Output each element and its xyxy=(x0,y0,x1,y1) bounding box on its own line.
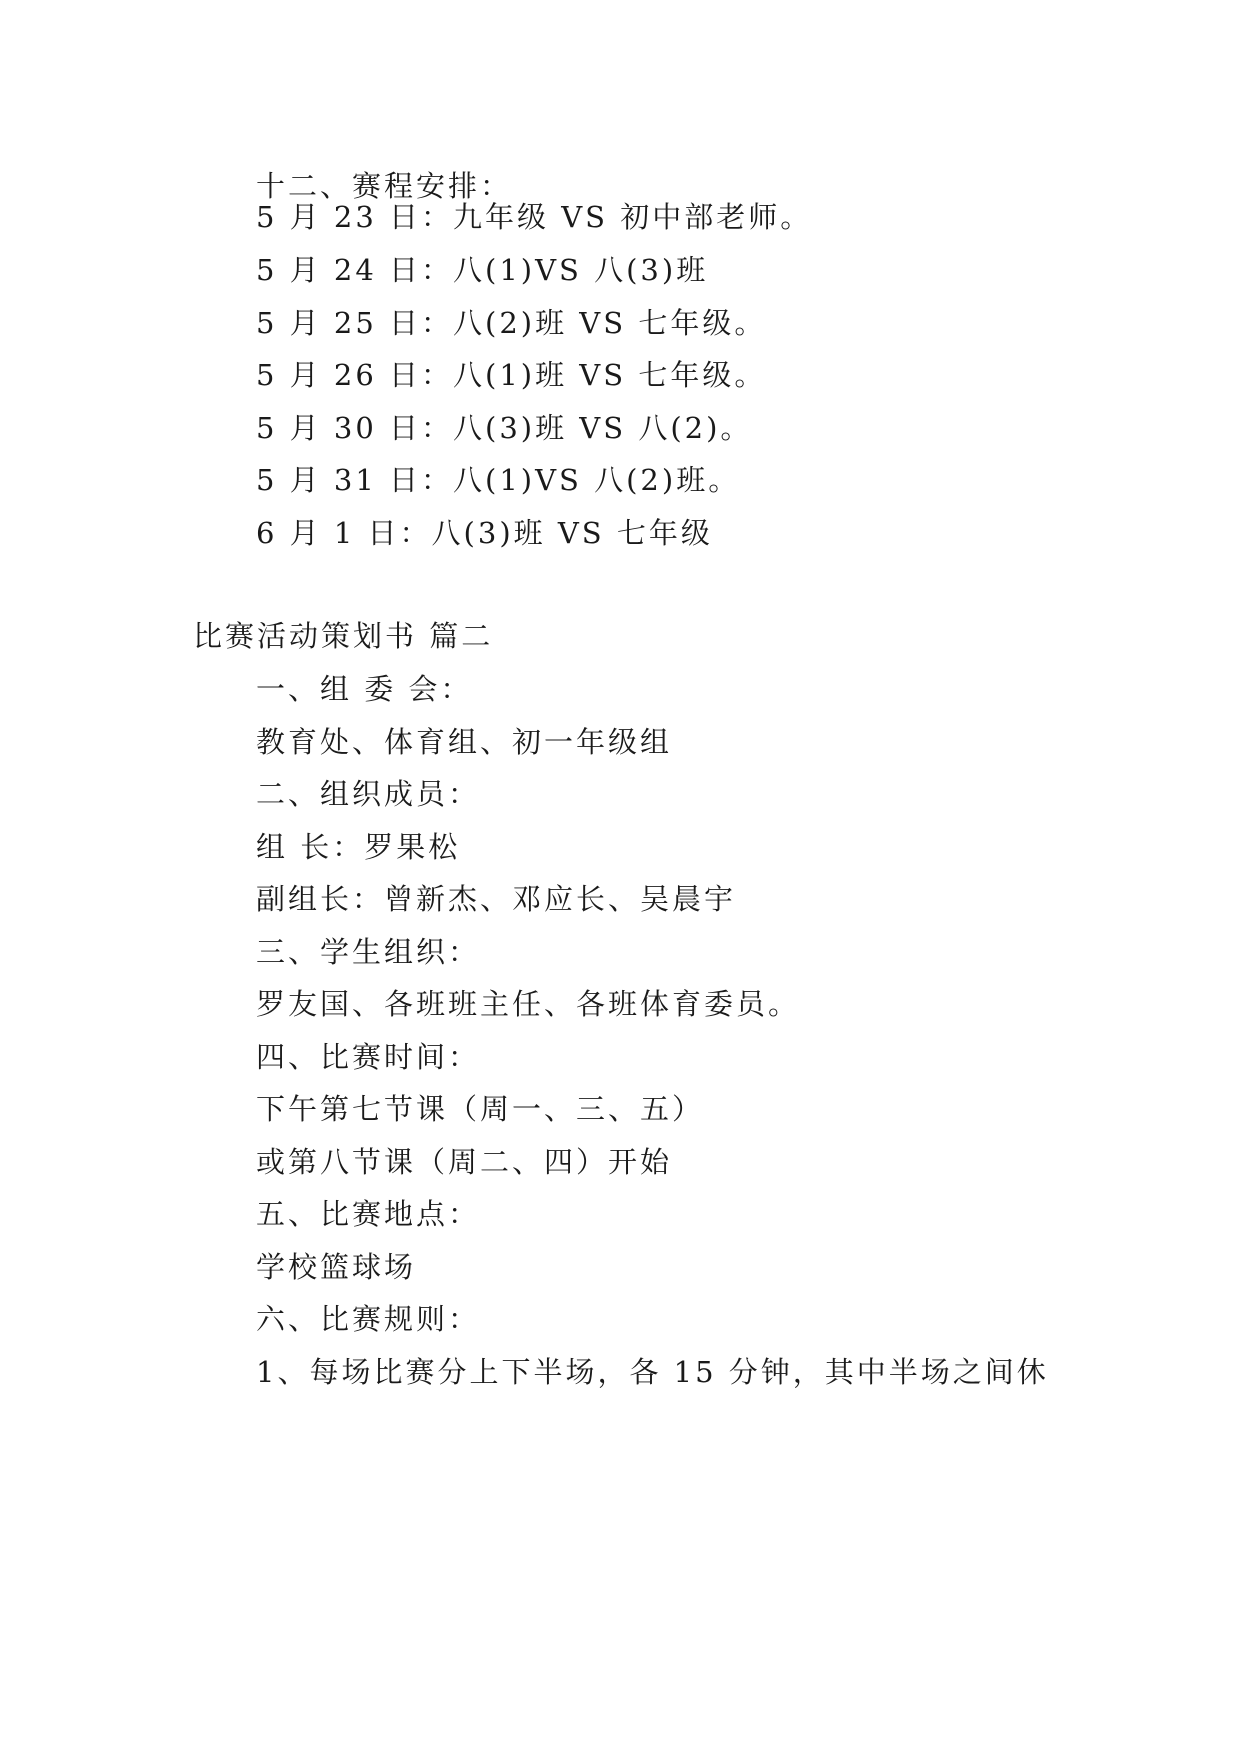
section-heading-schedule: 十二、赛程安排： xyxy=(256,169,513,203)
text-line: 下午第七节课（周一、三、五） xyxy=(256,1092,705,1126)
schedule-item: 6 月 1 日：八(3)班 VS 七年级 xyxy=(256,516,713,550)
text-line: 或第八节课（周二、四）开始 xyxy=(256,1145,673,1179)
text-line: 副组长：曾新杰、邓应长、吴晨宇 xyxy=(256,882,737,916)
schedule-item: 5 月 23 日：九年级 VS 初中部老师。 xyxy=(256,200,813,234)
text-line: 1、每场比赛分上下半场，各 15 分钟，其中半场之间休 xyxy=(256,1355,1049,1389)
schedule-item: 5 月 24 日：八(1)VS 八(3)班 xyxy=(256,253,709,287)
text-line: 一、组 委 会： xyxy=(256,672,473,706)
section-title: 比赛活动策划书 篇二 xyxy=(193,619,494,653)
text-line: 四、比赛时间： xyxy=(256,1040,481,1074)
schedule-item: 5 月 26 日：八(1)班 VS 七年级。 xyxy=(256,358,767,392)
text-line: 组 长：罗果松 xyxy=(256,830,461,864)
text-line: 教育处、体育组、初一年级组 xyxy=(256,725,673,759)
schedule-item: 5 月 25 日：八(2)班 VS 七年级。 xyxy=(256,306,767,340)
schedule-item: 5 月 30 日：八(3)班 VS 八(2)。 xyxy=(256,411,753,445)
text-line: 罗友国、各班班主任、各班体育委员。 xyxy=(256,987,801,1021)
text-line: 三、学生组织： xyxy=(256,935,481,969)
schedule-item: 5 月 31 日：八(1)VS 八(2)班。 xyxy=(256,463,741,497)
text-line: 六、比赛规则： xyxy=(256,1302,481,1336)
text-line: 学校篮球场 xyxy=(256,1250,417,1284)
text-line: 五、比赛地点： xyxy=(256,1197,481,1231)
text-line: 二、组织成员： xyxy=(256,777,481,811)
